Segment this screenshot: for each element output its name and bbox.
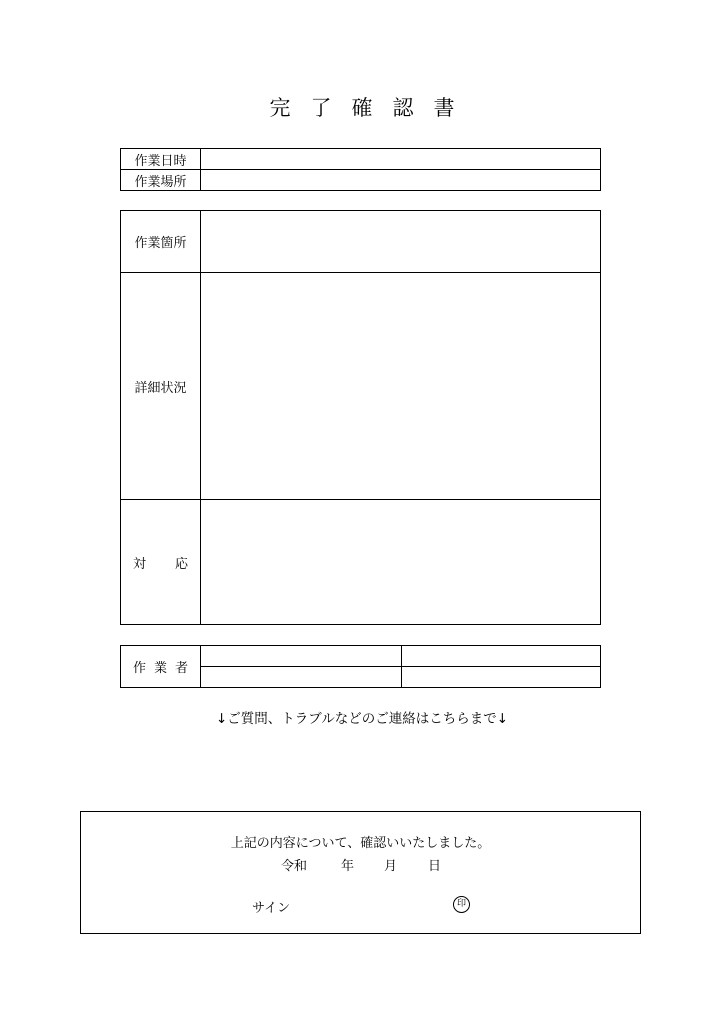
seal-mark: 印 (453, 896, 470, 913)
detail-status-label: 詳細状況 (121, 273, 201, 500)
worker-label: 作業者 (121, 646, 201, 688)
date-row (81, 855, 640, 873)
confirmation-text: 上記の内容について、確認いいたしました。 (230, 836, 491, 851)
document-title: 完了確認書 (269, 96, 475, 120)
work-location-field[interactable] (201, 211, 601, 273)
response-field[interactable] (201, 500, 601, 625)
header-table (120, 148, 601, 191)
worker-field-1[interactable] (201, 646, 402, 667)
confirmation-box (80, 811, 641, 934)
sign-label: サイン (252, 901, 291, 916)
era-label: 令和 (281, 859, 308, 874)
worker-field-4[interactable] (402, 667, 601, 688)
year-label: 年 (341, 859, 355, 874)
response-label-part-2: 応 (174, 556, 188, 572)
contact-note: ↓ご質問、トラブルなどのご連絡はこちらまで↓ (215, 711, 509, 727)
work-location-label: 作業箇所 (121, 211, 201, 273)
work-place-label: 作業場所 (121, 170, 201, 191)
worker-table (120, 645, 601, 688)
detail-status-field[interactable] (201, 273, 601, 500)
response-label-part-1: 対 (133, 556, 147, 572)
details-table (120, 210, 601, 625)
month-label: 月 (384, 859, 398, 874)
response-label (121, 500, 201, 625)
work-datetime-label: 作業日時 (121, 149, 201, 170)
worker-field-2[interactable] (402, 646, 601, 667)
worker-field-3[interactable] (201, 667, 402, 688)
day-label: 日 (428, 859, 442, 874)
work-place-field[interactable] (201, 170, 601, 191)
work-datetime-field[interactable] (201, 149, 601, 170)
